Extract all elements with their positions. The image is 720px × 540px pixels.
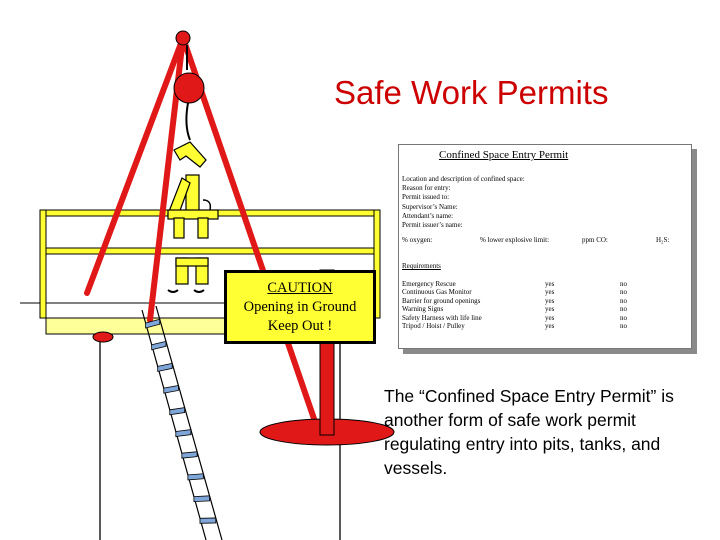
permit-form xyxy=(398,144,692,349)
requirement-no: no xyxy=(620,288,627,297)
requirement-yes: yes xyxy=(545,280,555,288)
requirement-row xyxy=(402,297,687,305)
tripod xyxy=(87,38,322,442)
hoist-pulley xyxy=(174,73,204,103)
requirement-item: Safety Harness with life line xyxy=(402,313,482,322)
requirements-heading: Requirements xyxy=(402,262,441,270)
ladder xyxy=(142,306,222,540)
requirement-yes: yes xyxy=(545,288,555,297)
caution-sign xyxy=(224,270,376,344)
ladder-rung xyxy=(182,452,197,459)
ladder-rung xyxy=(164,385,179,393)
caution-line: Keep Out ! xyxy=(267,318,333,334)
caution-heading: CAUTION xyxy=(267,280,333,296)
requirement-item: Barrier for ground openings xyxy=(402,296,481,305)
requirement-yes: yes xyxy=(545,296,555,305)
requirement-row xyxy=(402,305,687,313)
ladder-rung xyxy=(158,363,172,371)
requirement-item: Warning Signs xyxy=(402,305,444,314)
permit-field: Permit issued to: xyxy=(402,193,450,202)
permit-field: Reason for entry: xyxy=(402,184,451,193)
requirement-item: Tripod / Hoist / Pulley xyxy=(402,321,465,330)
permit-field: Permit issuer’s name: xyxy=(402,221,463,230)
requirement-yes: yes xyxy=(545,313,555,322)
requirement-row xyxy=(402,280,687,288)
ladder-rung xyxy=(188,474,203,480)
safety-harness xyxy=(168,142,218,284)
requirement-no: no xyxy=(620,296,627,305)
permit-field: Attendant’s name: xyxy=(402,211,454,220)
ladder-rung xyxy=(194,496,210,502)
ladder-rung xyxy=(176,430,191,437)
requirements-list xyxy=(402,280,687,330)
requirement-yes: yes xyxy=(545,305,555,314)
requirement-no: no xyxy=(620,305,627,314)
permit-title: Confined Space Entry Permit xyxy=(439,149,569,161)
caution-line: Opening in Ground xyxy=(243,299,357,315)
permit-fields xyxy=(402,175,525,230)
oxygen-label: % oxygen: xyxy=(402,236,433,244)
h2s-label: H₂S: xyxy=(656,236,670,244)
co-label: ppm CO: xyxy=(582,236,608,244)
ladder-rung xyxy=(200,518,216,523)
ladder-rung xyxy=(170,408,185,415)
lel-label: % lower explosive limit: xyxy=(480,236,550,244)
slide-title: Safe Work Permits xyxy=(334,74,609,111)
requirement-yes: yes xyxy=(545,321,555,330)
requirement-no: no xyxy=(620,313,627,322)
permit-field: Supervisor’s Name: xyxy=(402,202,458,211)
permit-field: Location and description of confined space: xyxy=(402,175,525,183)
gas-readings-row xyxy=(402,236,687,246)
requirement-item: Continuous Gas Monitor xyxy=(402,288,472,297)
requirement-row xyxy=(402,322,687,330)
requirement-no: no xyxy=(620,321,627,330)
description-text: The “Confined Space Entry Permit” is another form of safe work permit regulating entry into pits, tanks, and vessels. xyxy=(384,386,674,478)
ladder-rung xyxy=(152,341,166,349)
requirement-no: no xyxy=(620,280,627,288)
requirement-item: Emergency Rescue xyxy=(402,280,456,288)
requirement-row xyxy=(402,288,687,296)
requirement-row xyxy=(402,314,687,322)
